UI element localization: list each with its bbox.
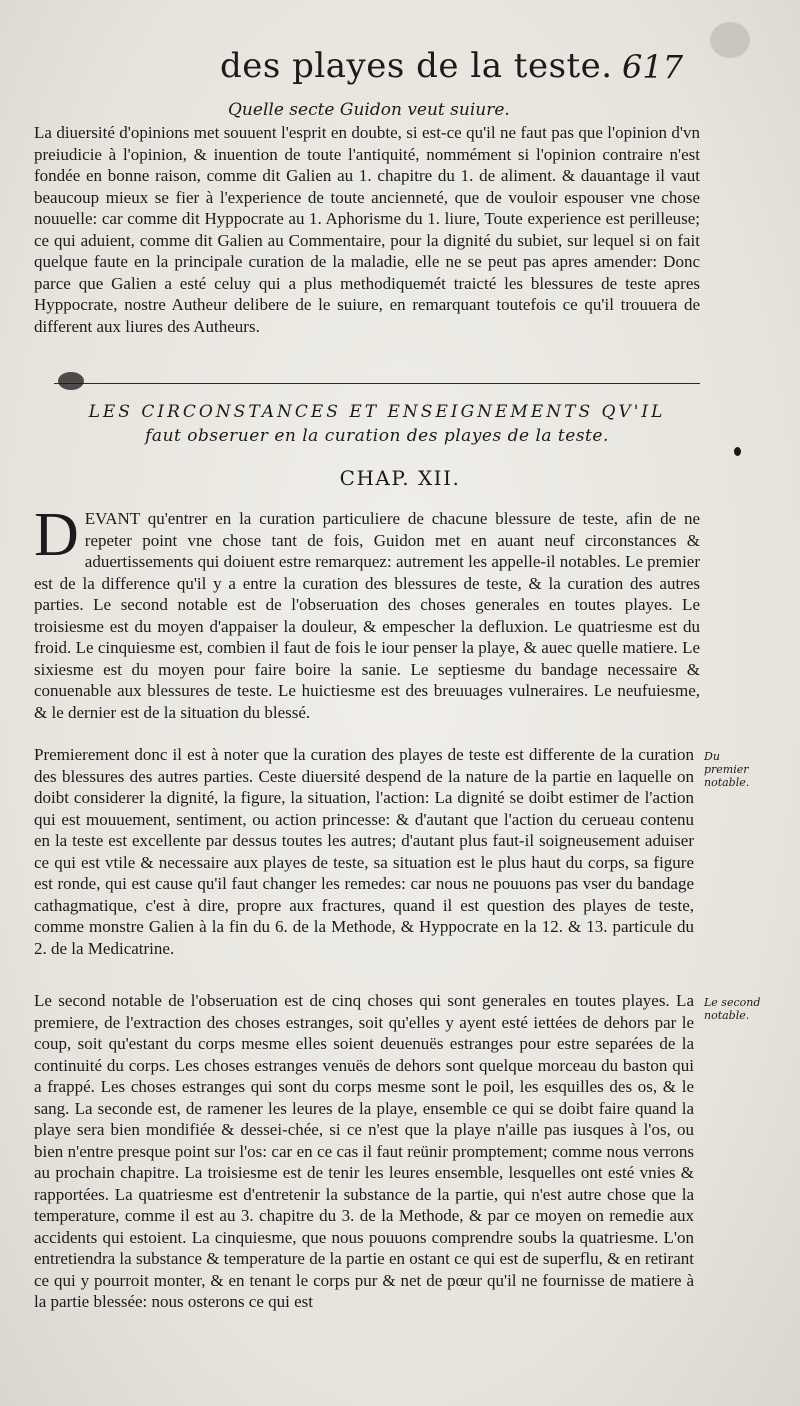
- paragraph-2: [34, 501, 700, 723]
- ink-speck: [710, 22, 750, 58]
- paragraph-1: La diuersité d'opinions met souuent l'esprit en doubte, si est-ce qu'il ne faut pas que l'opinion d'vn preiudicie à l'opinion, & inuention de toute l'antiquité, nommément si l'opinion contraire n'est fondée en bonne raison, comme dit Galien au 1. chapitre du 1. de aliment. & dauantage il vaut beaucoup mieux se fier à l'experience de toute ancienneté, que de vouloir espouser vne chose nouuelle: car comme dit Hyppocrate au 1. Aphorisme du 1. liure, Toute experience est perilleuse; ce qui aduient, comme dit Galien au Commentaire, pour la dignité du subiet, sur lequel si on fait quelque faute en la principale curation de la maladie, elle ne se peut pas apres amender: Donc parce que Galien a esté celuy qui a plus methodiquemét traicté les blessures de teste apres Hyppocrate, nostre Autheur delibere de le suiure, en remarquant toutefois ce qu'il trouuera de different aux liures des Autheurs.: [34, 123, 700, 336]
- drop-cap: D: [34, 501, 79, 569]
- section-subheading: Quelle secte Guidon veut suiure.: [228, 100, 510, 120]
- section-divider: [54, 383, 700, 384]
- running-head-title: des playes de la teste.: [220, 46, 613, 86]
- ink-speck: [58, 372, 84, 390]
- paragraph-4: Le second notable de l'obseruation est de cinq choses qui sont generales en toutes playes. La premiere, de l'extraction des choses estranges, soit qu'elles y ayent esté iettées de dehors par le coup, soit qu'estant du corps mesme elles soient deuenuës estranges pour estre separées de la continuité du corps. Les choses estranges venuës de dehors sont quelque morceau du baston qui a frappé. Les choses estranges qui sont du corps mesme sont le poil, les esquilles des os, & le sang. La seconde est, de ramener les leures de la playe, ensemble ce qui se doibt faire quand la playe sera bien mondifiée & dessei-chée, si ce n'est que la playe n'aille pas iusques à l'os, ou bien n'entre presque point sur l'os: car en ce cas il faut reünir promptement; comme nous verrons au prochain chapitre. La troisiesme est de tenir les leures ensemble, lesquelles ont esté vnies & rapportées. La quatriesme est d'entretenir la substance de la partie, qui n'est autre chose que la temperature, comme il est au 3. chapitre du 3. de la Methode, & par ce moyen on remedie aux accidents qui estoient. La cinquiesme, que nous pouuons comprendre soubs la quatriesme. L'on entretiendra la substance & temperature de la partie en ostant ce qui est de superflu, & en retirant ce qui y pourroit monter, & en tenant le corps pur & net de pœur qu'il ne fournisse de matiere à la partie blessée: nous osterons ce qui est: [34, 991, 694, 1311]
- chapter-heading: [54, 400, 700, 448]
- chapter-number: CHAP. XII.: [339, 466, 461, 490]
- margin-note-1: Du premier notable.: [704, 750, 750, 789]
- paragraph-2-text: EVANT qu'entrer en la curation particuliere de chacune blessure de teste, afin de ne repeter point vne chose tant de fois, Guidon met en auant neuf circonstances & aduertissements qui doiuent estre remarquez: autrement les appelle-il notables. Le premier est de la difference qu'il y a entre la curation des blessures de teste, & la curation des autres parties. Le second notable est de l'obseruation des choses generales en toutes playes. Le troisiesme est du moyen d'appaiser la douleur, & empescher la defluxion. Le quatriesme est du froid. Le cinquiesme est, combien il faut de fois le iour penser la playe, & auec quelle matiere. Le sixiesme est du moyen pour faire boire la sanie. Le septiesme du bandage necessaire & conuenable aux blessures de teste. Le huictiesme est des breuuages vulneraires. Le neufuiesme, & le dernier est de la situation du blessé.: [34, 509, 700, 722]
- page-number: 617: [622, 48, 684, 86]
- chapter-heading-line-2: faut obseruer en la curation des playes de la teste.: [145, 426, 609, 446]
- paragraph-3: Premierement donc il est à noter que la curation des playes de teste est differente de la curation des blessures des autres parties. Ceste diuersité despend de la nature de la partie en laquelle on doibt considerer la dignité, la figure, la situation, l'action: La dignité se doibt estimer de l'action qui est mouuement, sentiment, ou action princesse: & d'autant que l'action du cerueau contenu en la teste est excellente par dessus toutes les autres; d'autant plus faut-il soigneusement aduiser ce qui est vtile & necessaire aux playes de teste, sa situation est le plus haut du corps, sa figure est ronde, qui est cause qu'il faut changer les remedes: car nous ne pouuons pas vser du bandage cathagmatique, c'est à dire, propre aux fractures, quand il est question des playes de teste, comme monstre Galien à la fin du 6. de la Methode, & Hyppocrate en la 12. & 13. particule du 2. de la Medicatrine.: [34, 745, 694, 958]
- ink-speck: [734, 447, 741, 456]
- chapter-heading-line-1: LES CIRCONSTANCES ET ENSEIGNEMENTS QV'IL: [88, 402, 666, 422]
- margin-note-2: Le second notable.: [704, 996, 761, 1022]
- running-head: [0, 46, 800, 96]
